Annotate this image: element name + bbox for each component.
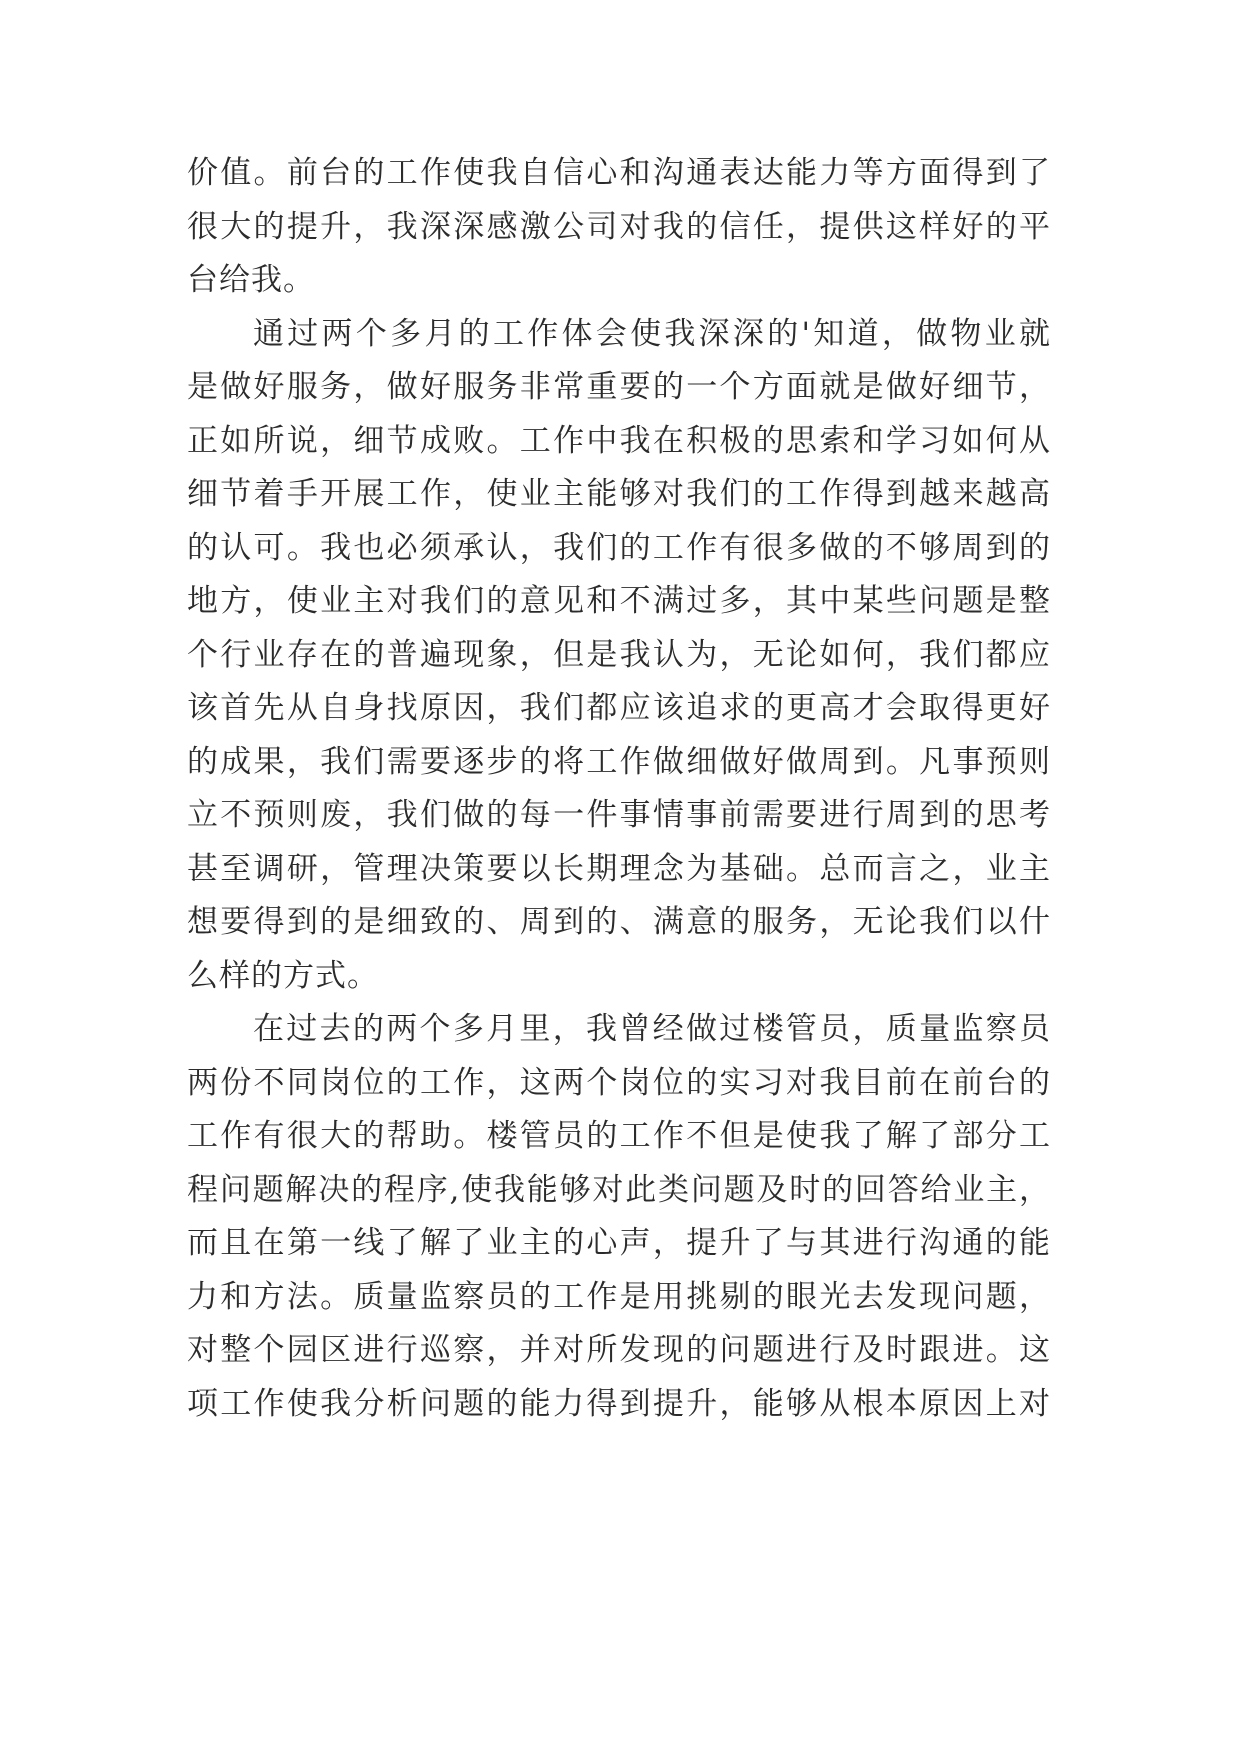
text-line: 正如所说，细节成败。工作中我在积极的思索和学习如何从 (187, 422, 1051, 459)
text-line: 甚至调研，管理决策要以长期理念为基础。总而言之，业主 (187, 850, 1051, 887)
text-line: 立不预则废，我们做的每一件事情事前需要进行周到的思考 (187, 797, 1051, 833)
text-line: 的成果，我们需要逐步的将工作做细做好做周到。凡事预则 (187, 743, 1051, 780)
body-text (187, 147, 1051, 1431)
text-line: 在过去的两个多月里，我曾经做过楼管员，质量监察员 (253, 1011, 1051, 1047)
text-line: 想要得到的是细致的、周到的、满意的服务，无论我们以什 (187, 904, 1051, 940)
text-line: 个行业存在的普遍现象，但是我认为，无论如何，我们都应 (187, 636, 1051, 673)
text-line: 地方，使业主对我们的意见和不满过多，其中某些问题是整 (187, 583, 1051, 619)
text-line: 工作有很大的帮助。楼管员的工作不但是使我了解了部分工 (187, 1118, 1051, 1154)
text-line: 很大的提升，我深深感激公司对我的信任，提供这样好的平 (187, 208, 1051, 245)
text-line: 细节着手开展工作，使业主能够对我们的工作得到越来越高 (187, 476, 1051, 512)
text-line: 力和方法。质量监察员的工作是用挑剔的眼光去发现问题， (187, 1278, 1051, 1315)
text-line: 该首先从自身找原因，我们都应该追求的更高才会取得更好 (187, 690, 1051, 726)
text-line: 是做好服务，做好服务非常重要的一个方面就是做好细节， (187, 369, 1051, 405)
text-line: 两份不同岗位的工作，这两个岗位的实习对我目前在前台的 (187, 1064, 1051, 1101)
text-line: 对整个园区进行巡察，并对所发现的问题进行及时跟进。这 (187, 1332, 1051, 1368)
text-line: 么样的方式。 (187, 957, 379, 994)
text-line: 程问题解决的程序,使我能够对此类问题及时的回答给业主， (187, 1171, 1051, 1208)
text-line: 价值。前台的工作使我自信心和沟通表达能力等方面得到了 (187, 155, 1051, 191)
text-line: 项工作使我分析问题的能力得到提升，能够从根本原因上对 (187, 1385, 1051, 1422)
text-line: 而且在第一线了解了业主的心声，提升了与其进行沟通的能 (187, 1225, 1051, 1261)
text-line: 通过两个多月的工作体会使我深深的'知道，做物业就 (253, 315, 1051, 352)
text-line: 的认可。我也必须承认，我们的工作有很多做的不够周到的 (187, 529, 1051, 566)
text-line: 台给我。 (187, 262, 315, 298)
